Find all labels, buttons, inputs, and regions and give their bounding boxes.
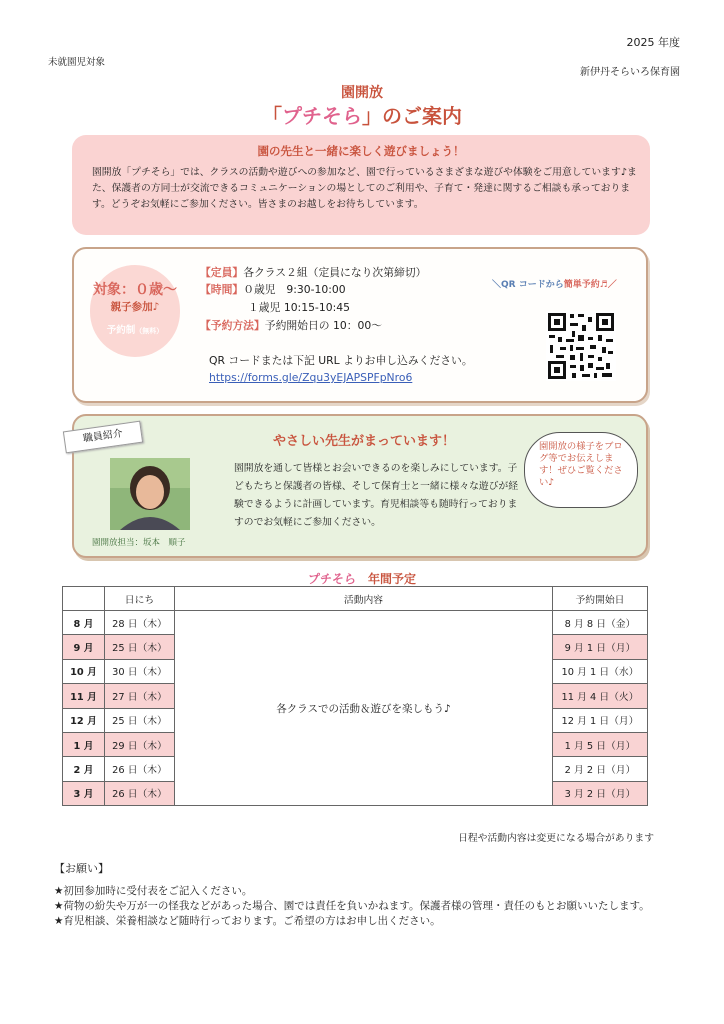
staff-heading: やさしい先生がまっています！ — [272, 434, 455, 449]
qr-caption-right: 簡単予約♬／ — [563, 280, 617, 290]
table-header-month — [63, 587, 105, 611]
row-date: 27 日（木） — [105, 684, 175, 708]
activity-cell: 各クラスでの活動＆遊びを楽しもう♪ — [175, 611, 553, 806]
row-date: 25 日（木） — [105, 708, 175, 732]
target-audience: 未就園児対象 — [48, 57, 106, 68]
requests-heading: 【お願い】 — [54, 862, 109, 875]
page-title — [0, 100, 724, 129]
row-month: 8 月 — [63, 611, 105, 635]
method-line — [200, 318, 382, 334]
staff-photo — [110, 458, 190, 530]
method-value: 予約開始日の 10：00～ — [264, 319, 383, 332]
row-date: 29 日（木） — [105, 732, 175, 756]
requests-list — [54, 884, 694, 929]
row-month: 1 月 — [63, 732, 105, 756]
row-reserve-date: 2 月 2 日（月） — [553, 757, 648, 781]
request-item: ★育児相談、栄養相談など随時行っております。ご希望の方はお申し出ください。 — [54, 915, 441, 927]
row-month: 12 月 — [63, 708, 105, 732]
title-program-name: プチそら — [282, 104, 362, 128]
title-open-bracket: 「 — [262, 104, 282, 128]
target-badge — [90, 265, 180, 357]
row-reserve-date: 11 月 4 日（火） — [553, 684, 648, 708]
page-subtitle: 園開放 — [341, 85, 383, 101]
intro-panel — [72, 135, 650, 235]
capacity-label: 【定員】 — [200, 266, 244, 279]
row-month: 9 月 — [63, 635, 105, 659]
row-date: 25 日（木） — [105, 635, 175, 659]
time-age1: １歳児 10:15-10:45 — [248, 301, 350, 314]
badge-reservation — [90, 322, 180, 336]
qr-caption — [492, 277, 617, 290]
blog-note: 園開放の様子をブログ等でお伝えします！ぜひご覧ください♪ — [539, 441, 623, 488]
staff-intro-tag: 職員紹介 — [63, 421, 143, 454]
table-row — [63, 611, 648, 635]
row-date: 26 日（木） — [105, 757, 175, 781]
badge-reservation-label: 予約制 — [106, 325, 136, 336]
qr-caption-left: ＼QR コードから — [492, 280, 564, 290]
row-reserve-date: 1 月 5 日（月） — [553, 732, 648, 756]
schedule-title — [0, 570, 724, 587]
schedule-change-note: 日程や活動内容は変更になる場合があります — [458, 833, 654, 844]
fiscal-year: 2025 年度 — [626, 36, 680, 49]
reservation-url-link[interactable]: https://forms.gle/Zqu3yEJAPSPFpNro6 — [209, 371, 413, 384]
intro-body: 園開放「プチそら」では、クラスの活動や遊びへの参加など、園で行っているさまざまな遊びや体験をご用意しています♪また、保護者の方同士が交流できるコミュニケーションの場としてのご利用や、子育て・発達に関するご相談も承っております。どうぞお気軽にご参加ください。皆さまのお越しをお待ちしています。 — [92, 167, 637, 210]
blog-speech-bubble — [524, 432, 638, 508]
row-date: 28 日（木） — [105, 611, 175, 635]
schedule-title-rest: 年間予定 — [368, 572, 417, 586]
request-item: ★荷物の紛失や万が一の怪我などがあった場合、園では責任を負いかねます。保護者様の管理・責任のもとお願いいたします。 — [54, 900, 650, 912]
row-month: 11 月 — [63, 684, 105, 708]
table-header-date: 日にち — [105, 587, 175, 611]
capacity-value: 各クラス２組（定員になり次第締切） — [243, 266, 427, 279]
school-name: 新伊丹そらいろ保育園 — [580, 67, 680, 78]
apply-instruction: QR コードまたは下記 URL よりお申し込みください。 — [209, 354, 473, 367]
request-item: ★初回参加時に受付表をご記入ください。 — [54, 885, 253, 897]
title-rest: 」のご案内 — [362, 104, 462, 128]
row-month: 3 月 — [63, 781, 105, 805]
badge-parent-participation: 親子参加♪ — [110, 301, 160, 313]
schedule-title-name: プチそら — [307, 572, 356, 586]
row-date: 26 日（木） — [105, 781, 175, 805]
intro-heading: 園の先生と一緒に楽しく遊びましょう！ — [257, 144, 465, 158]
row-month: 2 月 — [63, 757, 105, 781]
qr-code-icon[interactable] — [546, 311, 616, 381]
row-month: 10 月 — [63, 659, 105, 683]
time-age0: ０歳児 9:30-10:00 — [243, 283, 346, 296]
time-line — [200, 282, 346, 298]
info-panel — [72, 247, 648, 403]
staff-message: 園開放を通して皆様とお会いできるのを楽しみにしています。子どもたちと保護者の皆様、そして保育士と一緒に様々な遊びが経験できるように計画しています。育児相談等も随時行っておりますのでお気軽にご参加ください。 — [234, 463, 519, 528]
schedule-table — [62, 586, 648, 806]
staff-panel — [72, 414, 648, 558]
method-label: 【予約方法】 — [200, 319, 265, 332]
badge-free-label: （無料） — [135, 327, 164, 335]
row-reserve-date: 10 月 1 日（水） — [553, 659, 648, 683]
row-reserve-date: 3 月 2 日（月） — [553, 781, 648, 805]
row-reserve-date: 9 月 1 日（月） — [553, 635, 648, 659]
row-reserve-date: 12 月 1 日（月） — [553, 708, 648, 732]
badge-target-age: 対象：０歳～ — [93, 282, 177, 298]
table-header-activity: 活動内容 — [175, 587, 553, 611]
photo-caption: 園開放担当：坂本 順子 — [92, 538, 186, 548]
capacity-line — [200, 265, 426, 281]
row-date: 30 日（木） — [105, 659, 175, 683]
time-label: 【時間】 — [200, 283, 244, 296]
row-reserve-date: 8 月 8 日（金） — [553, 611, 648, 635]
table-header-reserve: 予約開始日 — [553, 587, 648, 611]
